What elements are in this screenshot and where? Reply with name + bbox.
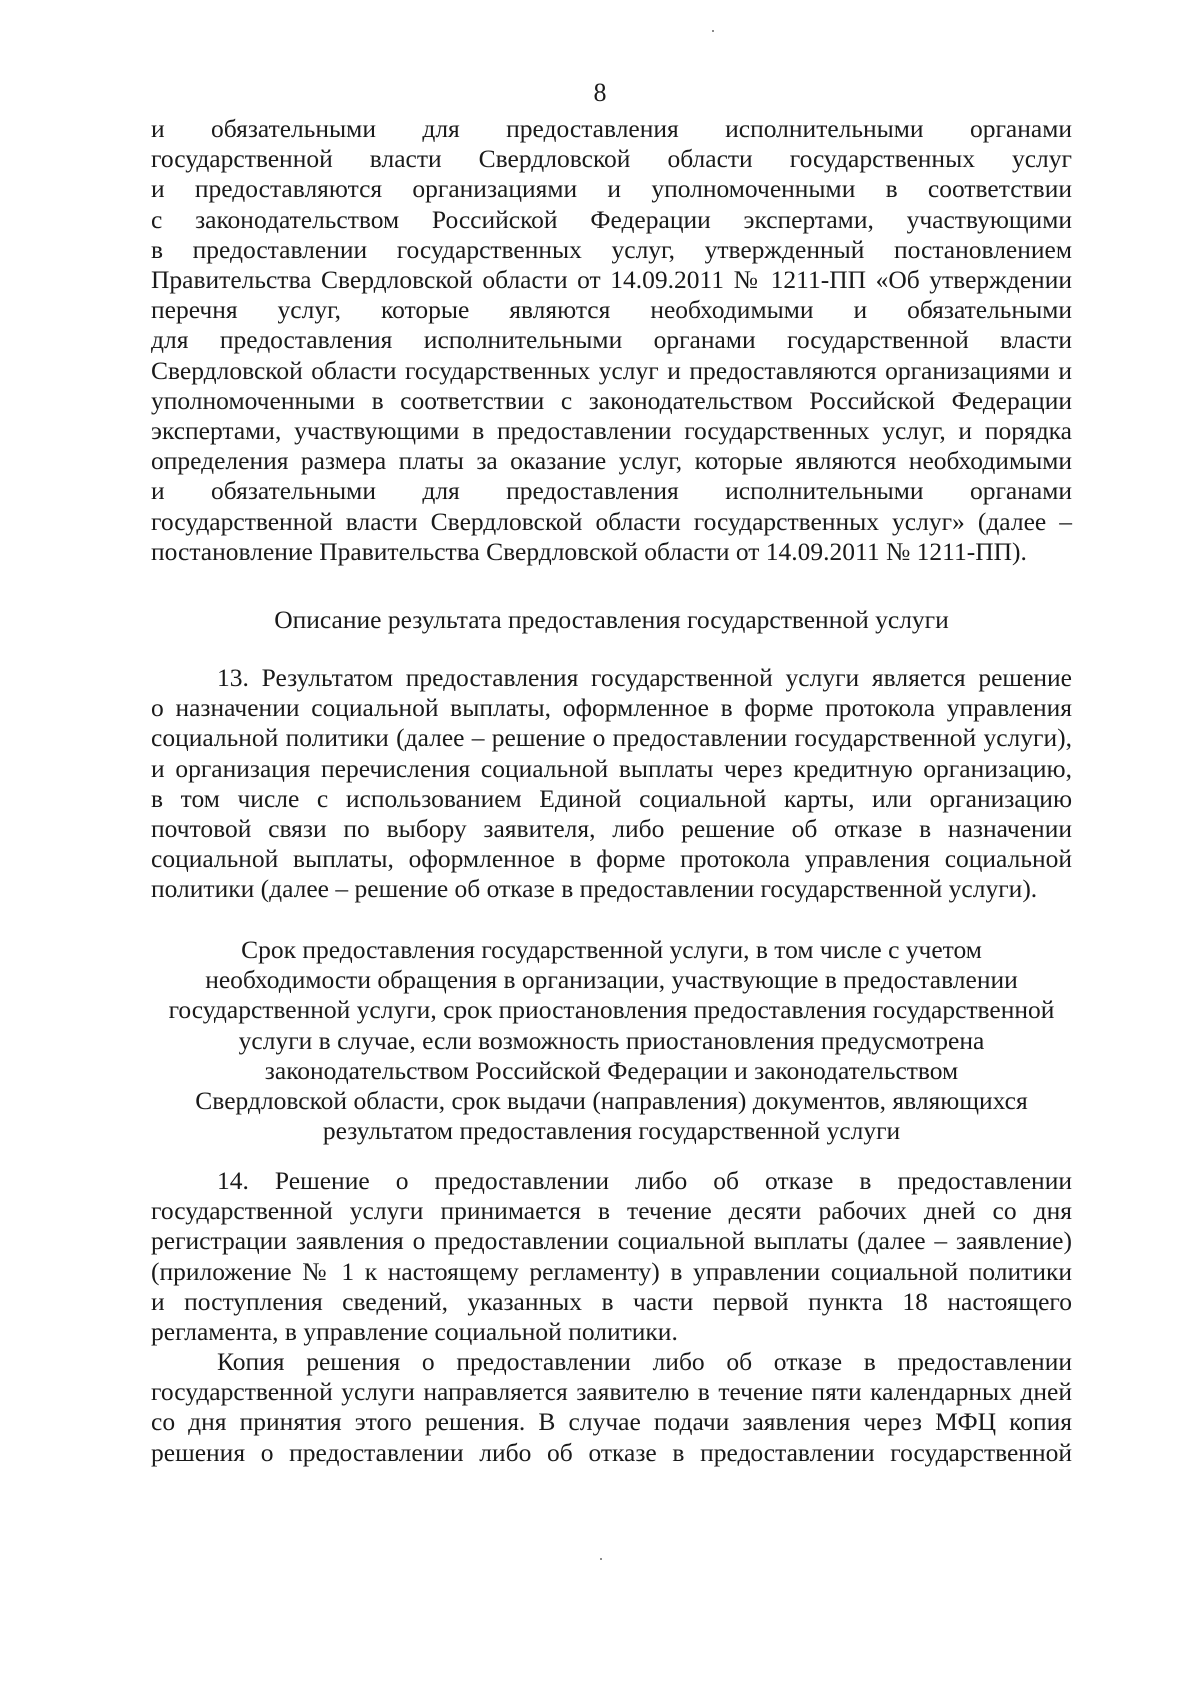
text-line: и поступления сведений, указанных в части первой пункта 18 настоящего [151,1286,1072,1316]
text-line: регламента, в управление социальной политики. [151,1317,678,1347]
paragraph-continuation [151,114,1072,567]
text-line: государственной власти Свердловской области государственных услуг» (далее – [151,506,1072,536]
text-line: уполномоченными в соответствии с законодательством Российской Федерации [151,385,1072,415]
scan-speck [600,1558,602,1560]
text-line: и организация перечисления социальной выплаты через кредитную организацию, [151,753,1072,783]
heading-line: Описание результата предоставления государственной услуги [274,605,949,634]
heading-line: услуги в случае, если возможность приостановления предусмотрена [238,1025,985,1055]
text-line: постановление Правительства Свердловской области от 14.09.2011 № 1211-ПП). [151,536,1027,566]
heading-line: Срок предоставления государственной услуги, в том числе с учетом [241,935,982,964]
text-line: со дня принятия этого решения. В случае подачи заявления через МФЦ копия [151,1407,1072,1437]
text-line: определения размера платы за оказание услуг, которые являются необходимыми [151,446,1072,476]
section-heading-result [151,605,1072,635]
text-line: экспертами, участвующими в предоставлении государственных услуг, и порядка [151,416,1072,446]
text-line: в том числе с использованием Единой социальной карты, или организацию [151,783,1072,813]
paragraph-decision-copy [151,1347,1072,1468]
text-line: государственной власти Свердловской области государственных услуг [151,144,1072,174]
paragraph-item-13 [151,663,1072,905]
scan-speck [712,30,714,32]
text-line: 13. Результатом предоставления государственной услуги является решение [217,663,1072,692]
heading-line: результатом предоставления государственной услуги [322,1116,901,1146]
text-line: социальной выплаты, оформленное в форме протокола управления социальной [151,844,1072,874]
heading-line: государственной услуги, срок приостановления предоставления государственной [168,995,1055,1025]
text-line: Свердловской области государственных услуг и предоставляются организациями и [151,355,1072,385]
text-line: регистрации заявления о предоставлении социальной выплаты (далее – заявление) [151,1226,1072,1256]
text-line: перечня услуг, которые являются необходимыми и обязательными [151,295,1072,325]
text-line: политики (далее – решение об отказе в предоставлении государственной услуги). [151,874,1038,904]
text-line: решения о предоставлении либо об отказе в предоставлении государственной [151,1437,1072,1467]
text-line: (приложение № 1 к настоящему регламенту) в управлении социальной политики [151,1256,1072,1286]
text-line: с законодательством Российской Федерации экспертами, участвующими [151,204,1072,234]
text-line: в предоставлении государственных услуг, утвержденный постановлением [151,234,1072,264]
section-heading-term [151,935,1072,1146]
text-line: и предоставляются организациями и уполномоченными в соответствии [151,174,1072,204]
text-line: и обязательными для предоставления исполнительными органами [151,476,1072,506]
text-line: почтовой связи по выбору заявителя, либо решение об отказе в назначении [151,814,1072,844]
text-line: и обязательными для предоставления исполнительными органами [151,114,1072,143]
heading-line: Свердловской области, срок выдачи (направления) документов, являющихся [195,1086,1028,1116]
text-line: Правительства Свердловской области от 14.09.2011 № 1211-ПП «Об утверждении [151,265,1072,295]
page-number: 8 [593,78,607,107]
text-line: государственной услуги направляется заявителю в течение пяти календарных дней [151,1377,1072,1407]
text-line: для предоставления исполнительными органами государственной власти [151,325,1072,355]
text-line: Копия решения о предоставлении либо об отказе в предоставлении [217,1347,1072,1376]
heading-line: необходимости обращения в организации, участвующие в предоставлении [205,965,1018,995]
text-line: 14. Решение о предоставлении либо об отказе в предоставлении [217,1166,1072,1195]
heading-line: законодательством Российской Федерации и законодательством [264,1055,959,1085]
text-line: социальной политики (далее – решение о предоставлении государственной услуги), [151,723,1072,753]
text-line: государственной услуги принимается в течение десяти рабочих дней со дня [151,1196,1072,1226]
paragraph-item-14 [151,1166,1072,1347]
text-line: о назначении социальной выплаты, оформленное в форме протокола управления [151,693,1072,723]
